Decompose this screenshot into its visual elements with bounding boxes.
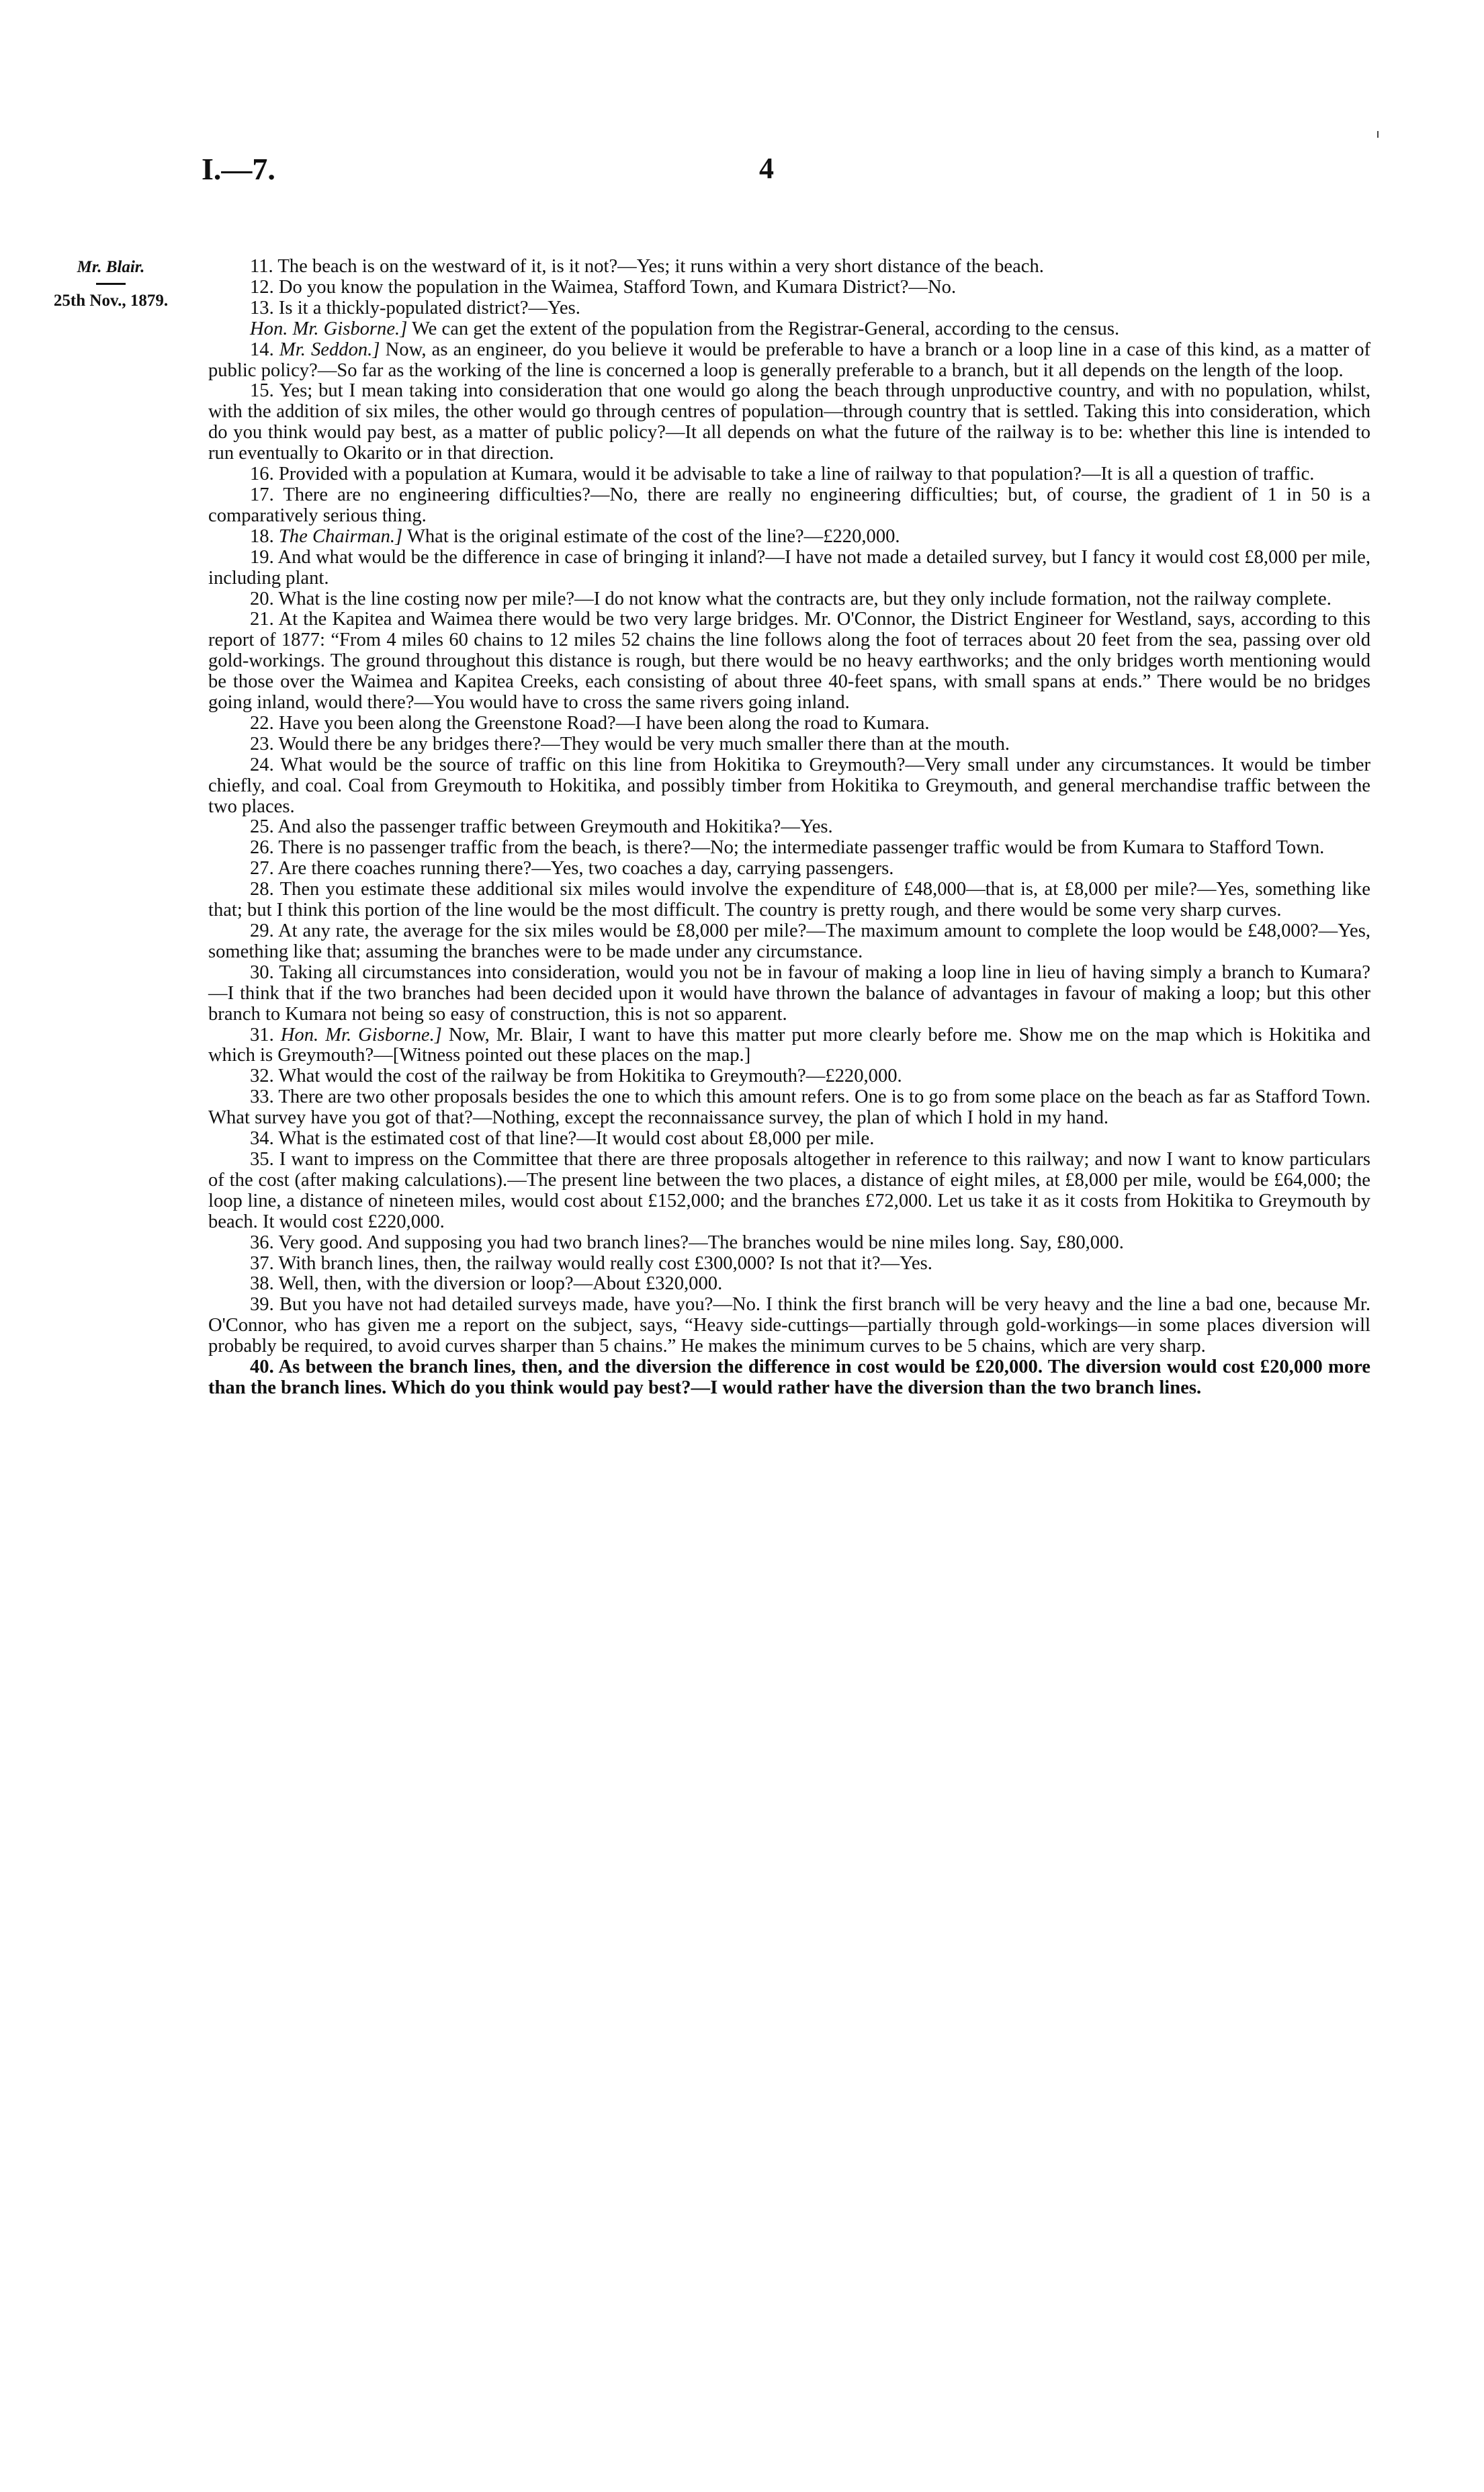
paragraph-text: What is the line costing now per mile?—I do not know what the contracts are, but they only include formation, not the railway complete. <box>278 588 1332 609</box>
testimony-paragraph <box>208 1066 1370 1087</box>
question-number: 16. <box>250 464 274 485</box>
question-number: 20. <box>250 588 274 609</box>
question-number: 32. <box>250 1066 274 1087</box>
testimony-paragraph <box>208 838 1370 859</box>
question-number: 18. <box>250 525 274 547</box>
testimony-body <box>208 257 1370 1399</box>
margin-rule <box>96 283 126 285</box>
question-number: 13. <box>250 297 274 318</box>
testimony-paragraph <box>208 609 1370 714</box>
hearing-date: 25th Nov., 1879. <box>53 292 169 310</box>
paragraph-text: Then you estimate these additional six miles would involve the expenditure of £48,000—that is, at £8,000 per mile?—Yes, something like that; but I think this portion of the line would be the most difficult. The country is pretty rough, and there would be some very sharp curves. <box>208 879 1370 921</box>
testimony-paragraph <box>208 734 1370 755</box>
question-number: 38. <box>250 1273 274 1295</box>
paragraph-text: As between the branch lines, then, and the diversion the difference in cost would be £20,000. The diversion would cost £20,000 more than the branch lines. Which do you think would pay best?—I would rather have the diversion than the two branch lines. <box>208 1357 1370 1398</box>
testimony-paragraph <box>208 1254 1370 1275</box>
question-number: 25. <box>250 816 274 838</box>
testimony-paragraph <box>208 319 1370 340</box>
paragraph-text: Taking all circumstances into consideration, would you not be in favour of making a loop line in lieu of having simply a branch to Kumara?—I think that if the two branches had been decided upon it would have thrown the balance of advantages in favour of making a loop; but this other branch to Kumara not being so easy of construction, this is not so apparent. <box>208 961 1370 1025</box>
paragraph-text: There is no passenger traffic from the beach, is there?—No; the intermediate passenger traffic would be from Kumara to Stafford Town. <box>278 837 1325 859</box>
paragraph-text: With branch lines, then, the railway would really cost £300,000? Is not that it?—Yes. <box>278 1252 932 1274</box>
speaker-name: Hon. Mr. Gisborne.] <box>280 1024 442 1045</box>
testimony-paragraph <box>208 1295 1370 1357</box>
scan-mark <box>1377 131 1379 138</box>
paragraph-text: What would the cost of the railway be from Hokitika to Greymouth?—£220,000. <box>278 1066 902 1087</box>
question-number: 11. <box>250 256 273 277</box>
testimony-paragraph <box>208 1087 1370 1129</box>
testimony-paragraph <box>208 714 1370 734</box>
question-number: 34. <box>250 1128 274 1150</box>
testimony-paragraph <box>208 277 1370 298</box>
testimony-paragraph <box>208 817 1370 838</box>
paragraph-text: Very good. And supposing you had two branch lines?—The branches would be nine miles long. Say, £80,000. <box>278 1232 1124 1253</box>
paragraph-text: At any rate, the average for the six miles would be £8,000 per mile?—The maximum amount to complete the loop would be £48,000?—Yes, something like that; assuming the branches were to be made under any circumstance. <box>208 920 1370 962</box>
question-number: 14. <box>250 339 274 360</box>
question-number: 17. <box>250 484 274 505</box>
testimony-paragraph <box>208 1025 1370 1067</box>
question-number: 31. <box>250 1024 274 1045</box>
question-number: 12. <box>250 276 274 298</box>
question-number: 29. <box>250 920 274 941</box>
testimony-paragraph <box>208 1233 1370 1254</box>
question-number: 39. <box>250 1294 274 1316</box>
question-number: 26. <box>250 837 274 859</box>
question-number: 36. <box>250 1232 274 1253</box>
testimony-paragraph <box>208 257 1370 277</box>
paragraph-text: Are there coaches running there?—Yes, two coaches a day, carrying passengers. <box>277 858 894 879</box>
testimony-paragraph <box>208 1357 1370 1399</box>
paragraph-text: And what would be the difference in case of bringing it inland?—I have not made a detailed survey, but I fancy it would cost £8,000 per mile, including plant. <box>208 546 1370 589</box>
witness-name: Mr. Blair. <box>77 258 145 276</box>
page-header <box>202 151 1370 198</box>
question-number: 23. <box>250 733 274 755</box>
paragraph-text: But you have not had detailed surveys made, have you?—No. I think the first branch will be very heavy and the line a bad one, because Mr. O'Connor, who has given me a report on the subject, says, “Heavy side-cuttings—partially through gold-workings—in some places diversion will probably be required, to avoid curves sharper than 5 chains.” He makes the minimum curves to be 5 chains, which are very sharp. <box>208 1294 1370 1357</box>
paragraph-text: What is the estimated cost of that line?—It would cost about £8,000 per mile. <box>278 1128 875 1150</box>
paragraph-text: Is it a thickly-populated district?—Yes. <box>278 297 580 318</box>
testimony-paragraph <box>208 298 1370 319</box>
paragraph-text: There are no engineering difficulties?—No, there are really no engineering difficulties; but, of course, the gradient of 1 in 50 is a comparatively serious thing. <box>208 484 1370 526</box>
question-number: 27. <box>250 858 274 879</box>
testimony-paragraph <box>208 1150 1370 1233</box>
testimony-paragraph <box>208 589 1370 610</box>
testimony-paragraph <box>208 340 1370 382</box>
testimony-paragraph <box>208 1274 1370 1295</box>
question-number: 24. <box>250 754 274 775</box>
testimony-paragraph <box>208 1129 1370 1150</box>
testimony-paragraph <box>208 879 1370 921</box>
paragraph-text: And also the passenger traffic between Greymouth and Hokitika?—Yes. <box>277 816 833 838</box>
paragraph-text: Now, as an engineer, do you believe it would be preferable to have a branch or a loop line in a case of this kind, as a matter of public policy?—So far as the working of the line is concerned a loop is generally preferable to a branch, but it all depends on the length of the loop. <box>208 339 1371 381</box>
question-number: 40. <box>250 1357 274 1378</box>
paragraph-text: At the Kapitea and Waimea there would be two very large bridges. Mr. O'Connor, the District Engineer for Westland, says, according to this report of 1877: “From 4 miles 60 chains to 12 miles 52 chains the line follows along the foot of terraces about 20 feet from the sea, passing over old gold-workings. The ground throughout this distance is rough, but there would be no heavy earthworks; and the only bridges worth mentioning would be those over the Waimea and Kapitea Creeks, each consisting of about three 40-feet spans, with small spans at ends.” There would be no bridges going inland, would there?—You would have to cross the same rivers going inland. <box>208 609 1370 714</box>
testimony-paragraph <box>208 527 1370 548</box>
paragraph-text: Well, then, with the diversion or loop?—About £320,000. <box>278 1273 723 1295</box>
question-number: 22. <box>250 712 274 734</box>
question-number: 30. <box>250 961 274 983</box>
speaker-name: Mr. Seddon.] <box>279 339 380 360</box>
paragraph-text: There are two other proposals besides the one to which this amount refers. One is to go from some place on the beach as far as Stafford Town. What survey have you got of that?—Nothing, except the reconnaissance survey, the plan of which I hold in my hand. <box>208 1086 1370 1129</box>
paragraph-text: Yes; but I mean taking into consideration that one would go along the beach through unproductive country, and with no population, whilst, with the addition of six miles, the other would go through centres of population—through country that is settled. Taking this into consideration, which do you think would pay best, as a matter of public policy?—It all depends on what the future of the railway is to be: whether this line is intended to run eventually to Okarito or in that direction. <box>208 380 1371 464</box>
speaker-name: The Chairman.] <box>278 525 403 547</box>
testimony-paragraph <box>208 963 1370 1025</box>
speaker-name: Hon. Mr. Gisborne.] <box>250 318 408 339</box>
question-number: 15. <box>250 380 274 402</box>
testimony-paragraph <box>208 485 1370 527</box>
testimony-paragraph <box>208 464 1370 485</box>
question-number: 21. <box>250 609 274 630</box>
testimony-paragraph <box>208 921 1370 963</box>
testimony-paragraph <box>208 859 1370 879</box>
paragraph-text: The beach is on the westward of it, is it not?—Yes; it runs within a very short distance of the beach. <box>277 256 1044 277</box>
question-number: 28. <box>250 879 274 900</box>
question-number: 35. <box>250 1148 274 1170</box>
paragraph-text: Have you been along the Greenstone Road?—I have been along the road to Kumara. <box>278 712 930 734</box>
question-number: 33. <box>250 1086 274 1108</box>
paragraph-text: Would there be any bridges there?—They would be very much smaller there than at the mouth. <box>278 733 1010 755</box>
paragraph-text: We can get the extent of the population from the Registrar-General, according to the census. <box>411 318 1120 339</box>
paragraph-text: I want to impress on the Committee that there are three proposals altogether in reference to this railway; and now I want to know particulars of the cost (after making calculations).—The present line between the two places, a distance of eight miles, at £8,000 per mile, would be £64,000; the loop line, a distance of nineteen miles, would cost about £152,000; and the branches £72,000. Let us take it as it costs from Hokitika to Greymouth by beach. It would cost £220,000. <box>208 1148 1370 1232</box>
question-number: 19. <box>250 546 274 568</box>
testimony-paragraph <box>208 381 1370 464</box>
paragraph-text: Do you know the population in the Waimea, Stafford Town, and Kumara District?—No. <box>278 276 957 298</box>
paragraph-text: What would be the source of traffic on this line from Hokitika to Greymouth?—Very small under any circumstances. It would be timber chiefly, and coal. Coal from Greymouth to Hokitika, and possibly timber from Hokitika to Greymouth, and general merchandise traffic between the two places. <box>208 754 1370 817</box>
testimony-paragraph <box>208 548 1370 589</box>
paragraph-text: Provided with a population at Kumara, would it be advisable to take a line of railway to that population?—It is all a question of traffic. <box>278 464 1315 485</box>
paragraph-text: Now, Mr. Blair, I want to have this matter put more clearly before me. Show me on the map which is Hokitika and which is Greymouth?—[Witness pointed out these places on the map.] <box>208 1024 1370 1066</box>
paragraph-text: What is the original estimate of the cost of the line?—£220,000. <box>406 525 900 547</box>
question-number: 37. <box>250 1252 274 1274</box>
page-number: 4 <box>759 152 774 185</box>
document-reference: I.—7. <box>202 152 275 186</box>
testimony-paragraph <box>208 755 1370 818</box>
margin-note <box>27 257 195 311</box>
